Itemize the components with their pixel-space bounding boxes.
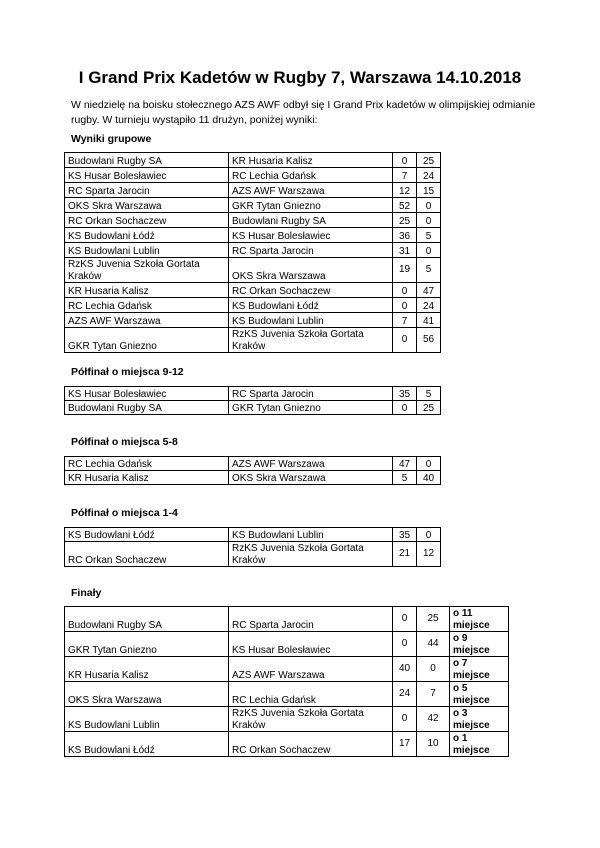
- table-row: [65, 607, 509, 632]
- team1: RC Orkan Sochaczew: [65, 542, 229, 567]
- team2: KR Husaria Kalisz: [229, 153, 393, 168]
- group-results-table: [64, 152, 441, 353]
- score1: 0: [393, 283, 417, 298]
- table-row: [65, 258, 441, 283]
- section-heading-semifinal-5-8: Półfinał o miejsca 5-8: [71, 436, 178, 448]
- team1: KS Husar Bolesławiec: [65, 387, 229, 401]
- score2: 47: [417, 283, 441, 298]
- table-row: [65, 471, 441, 485]
- score1: 31: [393, 243, 417, 258]
- score1: 0: [393, 401, 417, 415]
- table-row: [65, 732, 509, 757]
- table-row: [65, 213, 441, 228]
- table-row: [65, 328, 441, 353]
- score1: 17: [393, 732, 417, 757]
- score2: 12: [417, 542, 441, 567]
- table-row: [65, 168, 441, 183]
- semifinal-1-4-table: [64, 527, 441, 567]
- score1: 25: [393, 213, 417, 228]
- place-label: o 1 miejsce: [450, 732, 509, 757]
- team2: RC Lechia Gdańsk: [229, 682, 393, 707]
- document-title: I Grand Prix Kadetów w Rugby 7, Warszawa 14.10.2018: [78, 68, 522, 87]
- team2: AZS AWF Warszawa: [229, 457, 393, 471]
- section-heading-finals: Finały: [71, 587, 102, 599]
- table-row: [65, 298, 441, 313]
- team1: KS Budowlani Łódź: [65, 528, 229, 542]
- table-row: [65, 228, 441, 243]
- team2: RC Sparta Jarocin: [229, 243, 393, 258]
- team2: RC Sparta Jarocin: [229, 387, 393, 401]
- table-row: [65, 283, 441, 298]
- score1: 12: [393, 183, 417, 198]
- score2: 5: [417, 228, 441, 243]
- table-row: [65, 243, 441, 258]
- team1: GKR Tytan Gniezno: [65, 328, 229, 353]
- score1: 36: [393, 228, 417, 243]
- team1: RC Sparta Jarocin: [65, 183, 229, 198]
- table-row: [65, 632, 509, 657]
- table-row: [65, 542, 441, 567]
- team2: KS Husar Bolesławiec: [229, 228, 393, 243]
- place-label: o 5 miejsce: [450, 682, 509, 707]
- table-row: [65, 707, 509, 732]
- team1: RC Orkan Sochaczew: [65, 213, 229, 228]
- score1: 5: [393, 471, 417, 485]
- score2: 0: [417, 213, 441, 228]
- team2: GKR Tytan Gniezno: [229, 401, 393, 415]
- score2: 0: [417, 528, 441, 542]
- team2: OKS Skra Warszawa: [229, 258, 393, 283]
- semifinal-9-12-table: [64, 386, 441, 415]
- team1: KS Husar Bolesławiec: [65, 168, 229, 183]
- score1: 0: [393, 632, 417, 657]
- score1: 24: [393, 682, 417, 707]
- score1: 35: [393, 387, 417, 401]
- team1: AZS AWF Warszawa: [65, 313, 229, 328]
- team2: RzKS Juvenia Szkoła Gortata Kraków: [229, 707, 393, 732]
- team1: Budowlani Rugby SA: [65, 401, 229, 415]
- finals-table: [64, 606, 509, 757]
- place-label: o 9 miejsce: [450, 632, 509, 657]
- table-row: [65, 183, 441, 198]
- score2: 10: [417, 732, 450, 757]
- team2: AZS AWF Warszawa: [229, 657, 393, 682]
- score2: 56: [417, 328, 441, 353]
- score1: 21: [393, 542, 417, 567]
- score2: 25: [417, 153, 441, 168]
- team1: Budowlani Rugby SA: [65, 153, 229, 168]
- score2: 25: [417, 401, 441, 415]
- score1: 19: [393, 258, 417, 283]
- team1: KR Husaria Kalisz: [65, 283, 229, 298]
- table-row: [65, 682, 509, 707]
- score1: 0: [393, 607, 417, 632]
- score1: 0: [393, 153, 417, 168]
- team2: KS Budowlani Lublin: [229, 528, 393, 542]
- score1: 35: [393, 528, 417, 542]
- section-heading-group: Wyniki grupowe: [71, 133, 152, 145]
- team2: RzKS Juvenia Szkoła Gortata Kraków: [229, 542, 393, 567]
- place-label: o 3 miejsce: [450, 707, 509, 732]
- score2: 40: [417, 471, 441, 485]
- score2: 7: [417, 682, 450, 707]
- score2: 5: [417, 387, 441, 401]
- score2: 41: [417, 313, 441, 328]
- team1: RC Lechia Gdańsk: [65, 298, 229, 313]
- team2: RC Lechia Gdańsk: [229, 168, 393, 183]
- team2: AZS AWF Warszawa: [229, 183, 393, 198]
- table-row: [65, 387, 441, 401]
- table-row: [65, 198, 441, 213]
- place-label: o 7 miejsce: [450, 657, 509, 682]
- team1: KR Husaria Kalisz: [65, 657, 229, 682]
- team1: KS Budowlani Lublin: [65, 243, 229, 258]
- score2: 44: [417, 632, 450, 657]
- score2: 24: [417, 168, 441, 183]
- score1: 52: [393, 198, 417, 213]
- team1: Budowlani Rugby SA: [65, 607, 229, 632]
- score1: 0: [393, 328, 417, 353]
- section-heading-semifinal-1-4: Półfinał o miejsca 1-4: [71, 507, 178, 519]
- intro-paragraph: W niedzielę na boisku stołecznego AZS AWF odbył się I Grand Prix kadetów w olimpijskiej odmianie rugby. W turnieju wystąpiło 11 drużyn, poniżej wyniki:: [71, 99, 536, 126]
- team2: KS Husar Bolesławiec: [229, 632, 393, 657]
- score1: 0: [393, 707, 417, 732]
- team1: RzKS Juvenia Szkoła Gortata Kraków: [65, 258, 229, 283]
- score2: 0: [417, 198, 441, 213]
- team1: KS Budowlani Łódź: [65, 228, 229, 243]
- score1: 40: [393, 657, 417, 682]
- score2: 24: [417, 298, 441, 313]
- score1: 47: [393, 457, 417, 471]
- team1: KS Budowlani Łódź: [65, 732, 229, 757]
- table-row: [65, 313, 441, 328]
- team2: KS Budowlani Łódź: [229, 298, 393, 313]
- team2: KS Budowlani Lublin: [229, 313, 393, 328]
- team1: KR Husaria Kalisz: [65, 471, 229, 485]
- team2: Budowlani Rugby SA: [229, 213, 393, 228]
- team1: KS Budowlani Lublin: [65, 707, 229, 732]
- table-row: [65, 153, 441, 168]
- team2: RC Orkan Sochaczew: [229, 732, 393, 757]
- team2: GKR Tytan Gniezno: [229, 198, 393, 213]
- place-label: o 11 miejsce: [450, 607, 509, 632]
- table-row: [65, 528, 441, 542]
- team1: RC Lechia Gdańsk: [65, 457, 229, 471]
- score2: 15: [417, 183, 441, 198]
- team1: OKS Skra Warszawa: [65, 198, 229, 213]
- table-row: [65, 457, 441, 471]
- semifinal-5-8-table: [64, 456, 441, 485]
- team2: RzKS Juvenia Szkoła Gortata Kraków: [229, 328, 393, 353]
- score2: 42: [417, 707, 450, 732]
- team1: OKS Skra Warszawa: [65, 682, 229, 707]
- team2: RC Sparta Jarocin: [229, 607, 393, 632]
- score2: 0: [417, 657, 450, 682]
- team1: GKR Tytan Gniezno: [65, 632, 229, 657]
- table-row: [65, 657, 509, 682]
- score2: 0: [417, 457, 441, 471]
- score2: 0: [417, 243, 441, 258]
- team2: OKS Skra Warszawa: [229, 471, 393, 485]
- section-heading-semifinal-9-12: Półfinał o miejsca 9-12: [71, 366, 184, 378]
- score1: 7: [393, 313, 417, 328]
- score2: 25: [417, 607, 450, 632]
- score1: 7: [393, 168, 417, 183]
- team2: RC Orkan Sochaczew: [229, 283, 393, 298]
- score2: 5: [417, 258, 441, 283]
- table-row: [65, 401, 441, 415]
- score1: 0: [393, 298, 417, 313]
